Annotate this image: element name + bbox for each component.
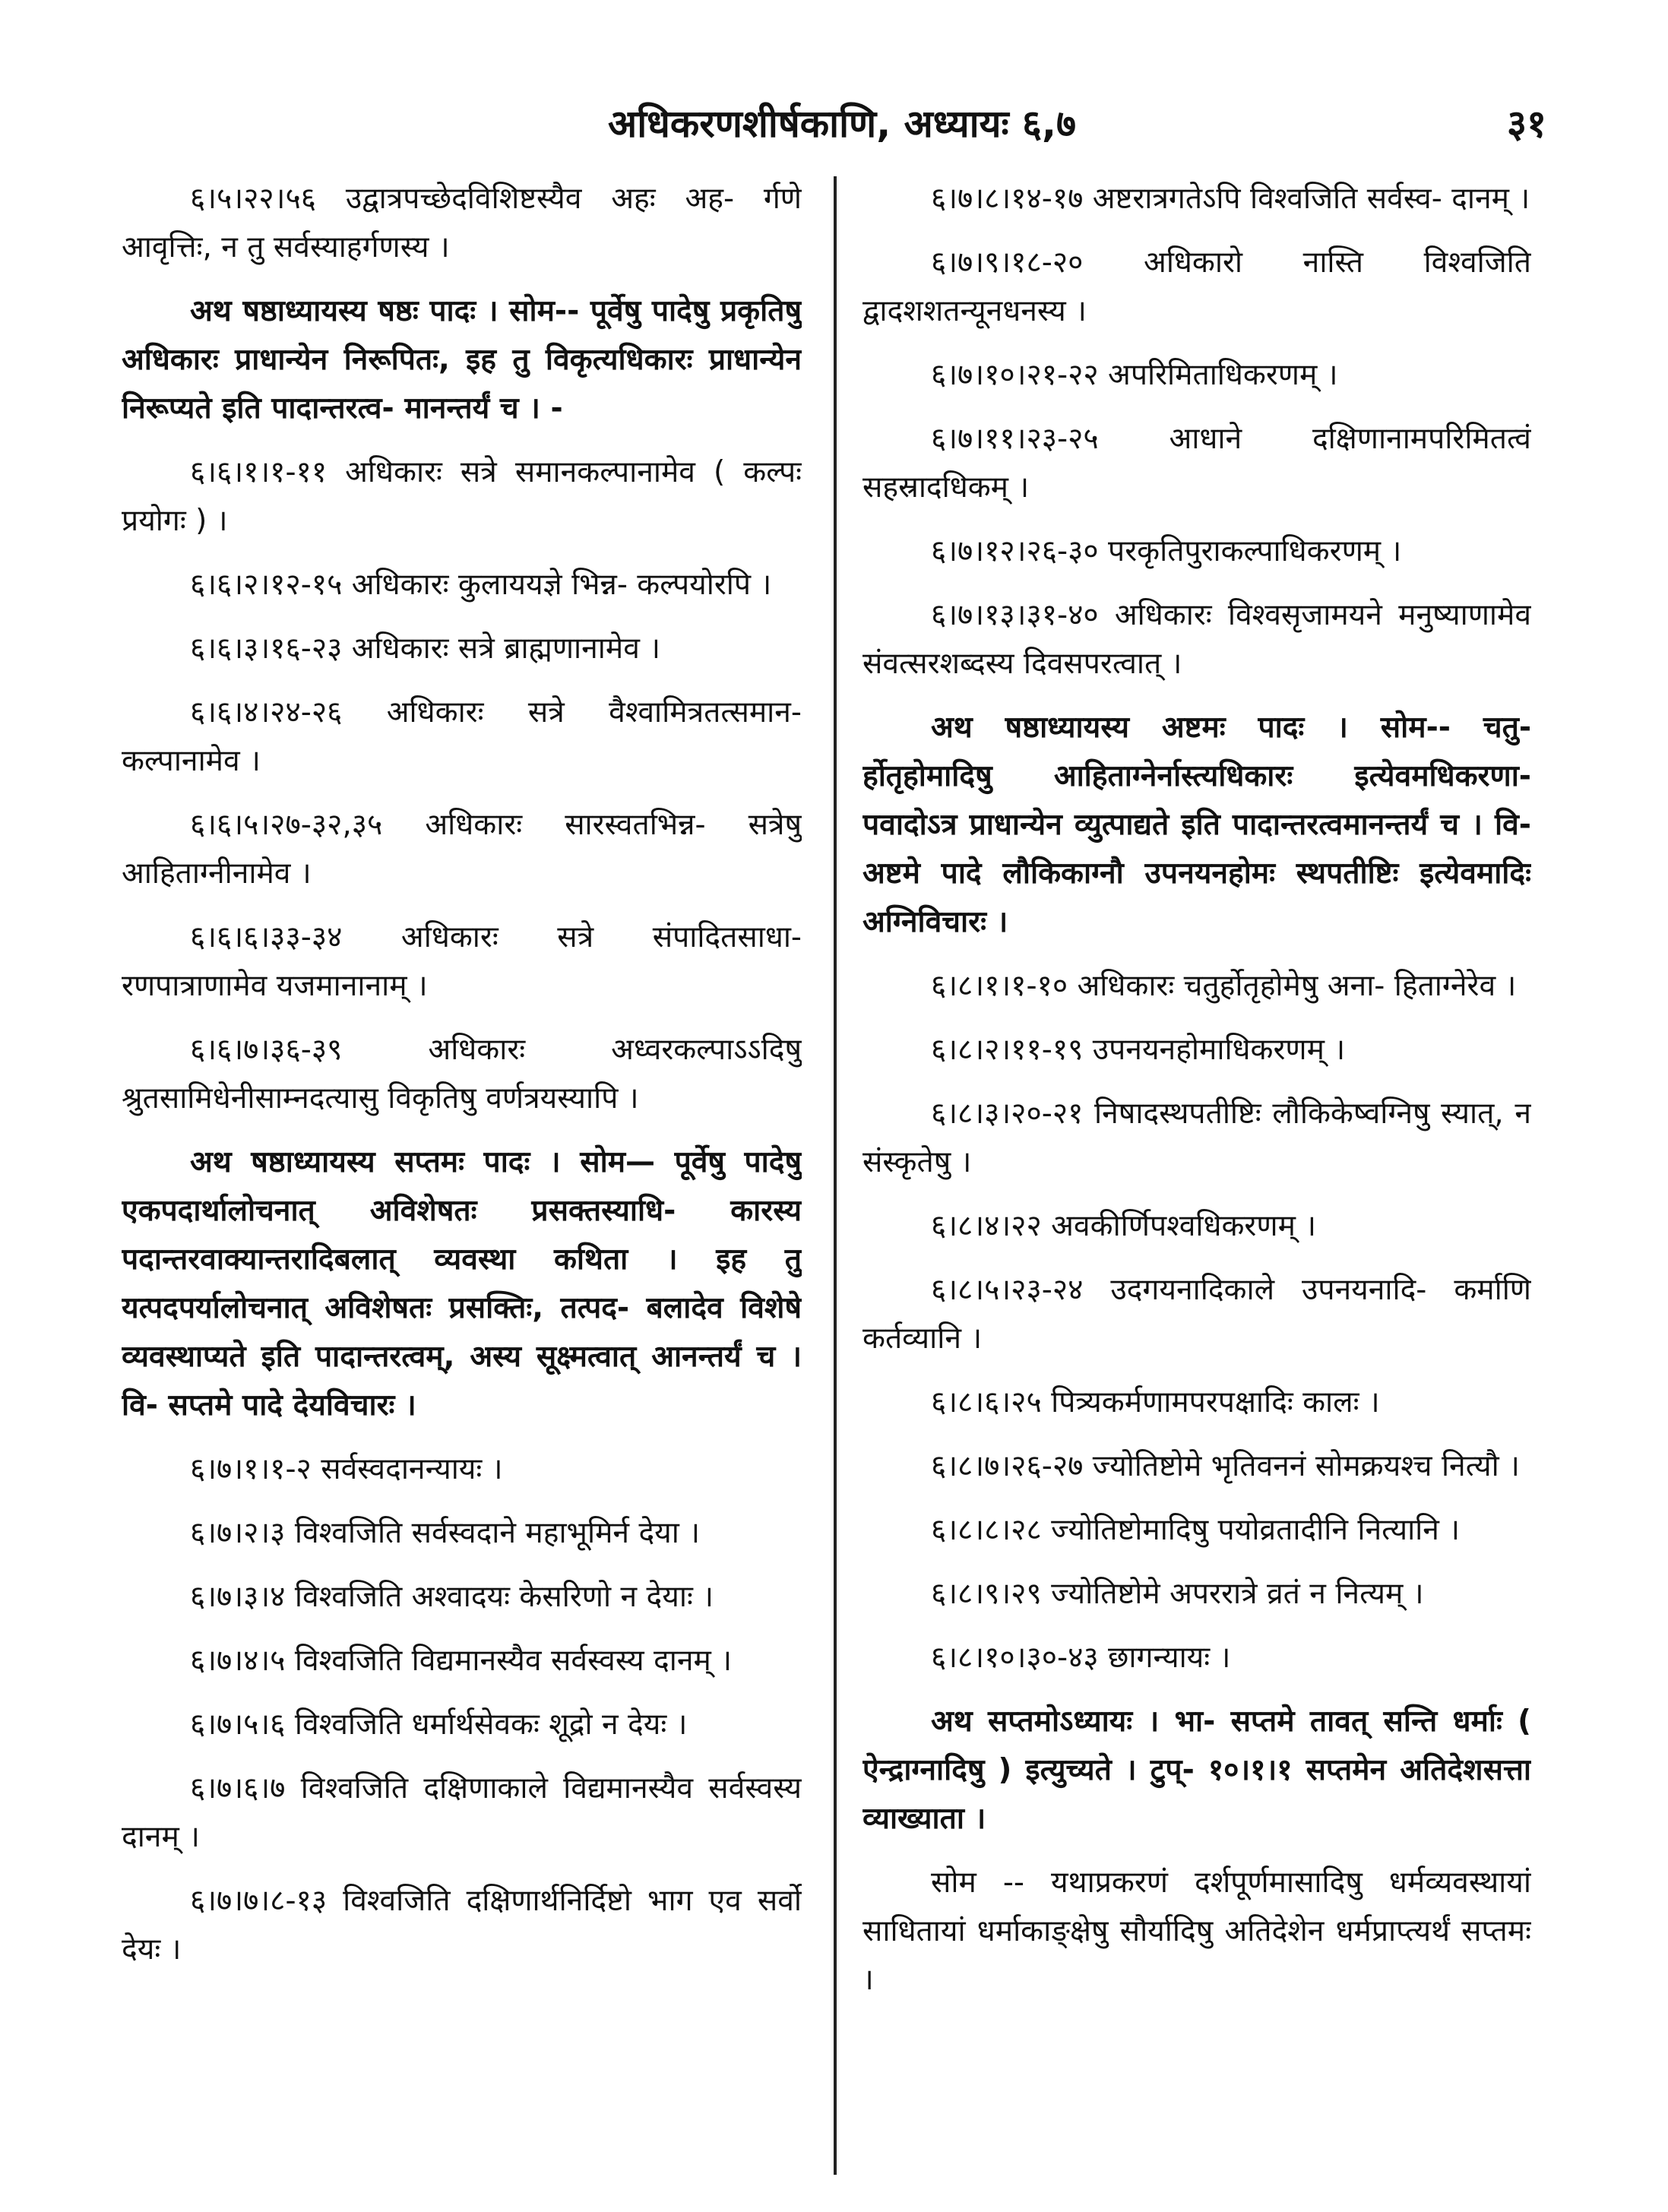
column-divider <box>834 176 837 2175</box>
left-entry-13: ६।७।३।४ विश्वजिति अश्वादयः केसरिणो न देयाः । <box>190 1580 714 1614</box>
left-entry-5: ६।६।३।१६-२३ अधिकारः सत्रे ब्राह्मणानामेव । <box>190 631 661 666</box>
left-column <box>122 175 802 1989</box>
right-entry-14: ६।८।७।२६-२७ ज्योतिष्टोमे भृतिवननं सोमक्रयश्च नित्यौ । <box>931 1449 1520 1483</box>
left-entry-11: ६।७।१।१-२ सर्वस्वदानन्यायः । <box>190 1452 503 1486</box>
right-entry-3: ६।७।१०।२१-२२ अपरिमिताधिकरणम् । <box>931 358 1338 392</box>
left-entry-8: ६।६।६।३३-३४ अधिकारः सत्रे संपादितसाधा- रणपात्राणामेव यजमानानाम् । <box>122 920 802 1003</box>
left-entry-2: अथ षष्ठाध्यायस्य षष्ठः पादः । सोम-- पूर्वेषु पादेषु प्रकृतिषु अधिकारः प्राधान्येन निरूपितः, इह तु विकृत्यधिकारः प्राधान्येन निरूप्यते इति पादान्तरत्व- मानन्तर्यं च । - <box>122 294 802 426</box>
left-entry-14: ६।७।४।५ विश्वजिति विद्यमानस्यैव सर्वस्वस्य दानम् । <box>190 1644 733 1678</box>
right-entry-18: अथ सप्तमोऽध्यायः । भा- सप्तमे तावत् सन्ति धर्माः ( ऐन्द्राग्नादिषु ) इत्युच्यते । टुप्- १०।१।१ सप्तमेन अतिदेशसत्ता व्याख्याता । <box>862 1704 1531 1836</box>
right-entry-5: ६।७।१२।२६-३० परकृतिपुराकल्पाधिकरणम् । <box>931 534 1402 568</box>
left-entry-1: ६।५।२२।५६ उद्वात्रपच्छेदविशिष्टस्यैव अहः अह- र्गणे आवृत्तिः, न तु सर्वस्याहर्गणस्य । <box>122 182 802 264</box>
right-column <box>862 175 1531 2020</box>
left-entry-17: ६।७।७।८-१३ विश्वजिति दक्षिणार्थनिर्दिष्टो भाग एव सर्वो देयः । <box>122 1884 802 1967</box>
right-entry-6: ६।७।१३।३१-४० अधिकारः विश्वसृजामयने मनुष्याणामेव संवत्सरशब्दस्य दिवसपरत्वात् । <box>862 598 1531 681</box>
left-entry-15: ६।७।५।६ विश्वजिति धर्मार्थसेवकः शूद्रो न देयः । <box>190 1707 688 1742</box>
left-entry-7: ६।६।५।२७-३२,३५ अधिकारः सारस्वतभिन्न- सत्रेषु आहिताग्नीनामेव । <box>122 808 802 891</box>
left-entry-12: ६।७।२।३ विश्वजिति सर्वस्वदाने महाभूमिर्न देया । <box>190 1516 701 1550</box>
right-entry-16: ६।८।९।२९ ज्योतिष्टोमे अपररात्रे व्रतं न नित्यम् । <box>931 1577 1424 1611</box>
left-entry-9: ६।६।७।३६-३९ अधिकारः अध्वरकल्पाऽऽदिषु श्रुतसामिधेनीसाम्नदत्यासु विकृतिषु वर्णत्रयस्यापि । <box>122 1033 802 1115</box>
right-entry-10: ६।८।३।२०-२१ निषादस्थपतीष्टिः लौकिकेष्वग्निषु स्यात्, न संस्कृतेषु । <box>862 1097 1531 1179</box>
left-entry-4: ६।६।२।१२-१५ अधिकारः कुलाययज्ञे भिन्न- कल्पयोरपि । <box>190 568 772 602</box>
left-entry-10: अथ षष्ठाध्यायस्य सप्तमः पादः । सोम— पूर्वेषु पादेषु एकपदार्थालोचनात् अविशेषतः प्रसक्तस्याधि- कारस्य पदान्तरवाक्यान्तरादिबलात् व्यवस्था कथिता । इह तु यत्पदपर्यालोचनात् अविशेषतः प्रसक्तिः, तत्पद- बलादेव विशेषे व्यवस्थाप्यते इति पादान्तरत्वम्, अस्य सूक्ष्मत्वात् आनन्तर्यं च । वि- सप्तमे पादे देयविचारः । <box>122 1145 802 1422</box>
left-entry-6: ६।६।४।२४-२६ अधिकारः सत्रे वैश्वामित्रतत्समान- कल्पानामेव । <box>122 695 802 778</box>
right-entry-19: सोम -- यथाप्रकरणं दर्शपूर्णमासादिषु धर्मव्यवस्थायां साधितायां धर्माकाङ्क्षेषु सौर्यादिषु अतिदेशेन धर्मप्राप्त्यर्थं सप्तमः । <box>862 1865 1531 1997</box>
right-entry-12: ६।८।५।२३-२४ उदगयनादिकाले उपनयनादि- कर्माणि कर्तव्यानि । <box>862 1273 1531 1356</box>
right-entry-8: ६।८।१।१-१० अधिकारः चतुर्होतृहोमेषु अना- हिताग्नेरेव । <box>931 969 1517 1003</box>
running-title: अधिकरणशीर्षकाणि, अध्यायः ६,७ <box>608 102 1077 146</box>
right-entry-17: ६।८।१०।३०-४३ छागन्यायः । <box>931 1641 1231 1675</box>
right-entry-7: अथ षष्ठाध्यायस्य अष्टमः पादः । सोम-- चतु- र्होतृहोमादिषु आहिताग्नेर्नास्त्यधिकारः इत्येवमधिकरणा- पवादोऽत्र प्राधान्येन व्युत्पाद्यते इति पादान्तरत्वमानन्तर्यं च । वि- अष्टमे पादे लौकिकाग्नौ उपनयनहोमः स्थपतीष्टिः इत्येवमादिः अग्निविचारः । <box>862 710 1531 939</box>
page-number: ३१ <box>1507 102 1546 146</box>
left-entry-16: ६।७।६।७ विश्वजिति दक्षिणाकाले विद्यमानस्यैव सर्वस्वस्य दानम् । <box>122 1771 802 1854</box>
right-entry-1: ६।७।८।१४-१७ अष्टरात्रगतेऽपि विश्वजिति सर्वस्व- दानम् । <box>931 182 1530 216</box>
page-header <box>608 90 1546 158</box>
right-entry-11: ६।८।४।२२ अवकीर्णिपश्वधिकरणम् । <box>931 1209 1317 1243</box>
right-entry-9: ६।८।२।११-१९ उपनयनहोमाधिकरणम् । <box>931 1033 1346 1067</box>
right-entry-13: ६।८।६।२५ पित्र्यकर्मणामपरपक्षादिः कालः । <box>931 1385 1380 1419</box>
right-entry-15: ६।८।८।२८ ज्योतिष्टोमादिषु पयोव्रतादीनि नित्यानि । <box>931 1513 1461 1547</box>
right-entry-4: ६।७।११।२३-२५ आधाने दक्षिणानामपरिमितत्वं सहस्रादधिकम् । <box>862 422 1531 505</box>
left-entry-3: ६।६।१।१-११ अधिकारः सत्रे समानकल्पानामेव ( कल्पः प्रयोगः ) । <box>122 455 802 538</box>
right-entry-2: ६।७।९।१८-२० अधिकारो नास्ति विश्वजिति द्वादशशतन्यूनधनस्य । <box>862 245 1531 328</box>
